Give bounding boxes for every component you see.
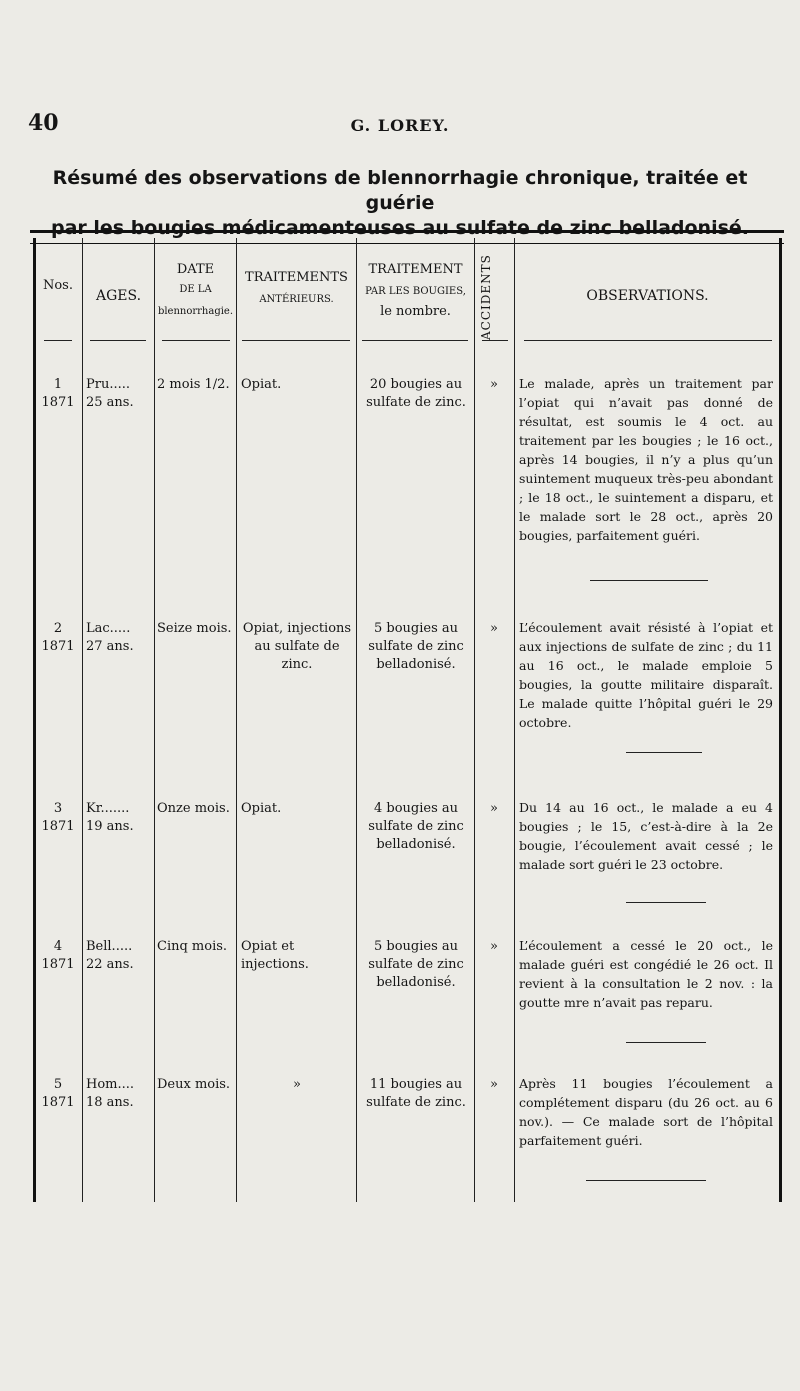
col-rule-bougies xyxy=(474,238,475,1202)
row-2-age: Lac..... 27 ans. xyxy=(86,621,134,654)
row-5-observations: Après 11 bougies l’écoulement a complétement disparu (du 26 oct. au 6 nov.). — Ce malade sort de l’hôpital parfaitement guéri. xyxy=(519,1076,773,1148)
row-2-accidents: » xyxy=(490,621,498,636)
row-4-observations: L’écoulement a cessé le 20 oct., le malade guéri est congédié le 26 oct. Il revient à la consultation le 2 nov. : la goutte mre n’avait pas reparu. xyxy=(519,938,773,1010)
row-4-separator xyxy=(626,1042,706,1043)
header-traitement-line2: PAR LES BOUGIES, xyxy=(365,286,466,297)
row-4-number: 4 1871 xyxy=(41,939,75,972)
row-5-age: Hom.... 18 ans. xyxy=(86,1077,135,1110)
observations-table xyxy=(30,230,784,1202)
header-traitements-line1: TRAITEMENTS xyxy=(245,270,348,285)
row-2-observations: L’écoulement avait résisté à l’opiat et aux injections de sulfate de zinc ; du 11 au 16 oct., le malade emploie 5 bougies, la goutte militaire disparaît. Le malade quitte l’hôpital guéri le 29 octobre. xyxy=(519,620,773,730)
row-1-bougies: 20 bougies au sulfate de zinc. xyxy=(366,377,466,410)
row-1-separator xyxy=(590,580,708,581)
header-rule-bougies xyxy=(362,340,468,341)
row-5-separator xyxy=(586,1180,706,1181)
title-line-2: par les bougies médicamenteuses au sulfate de zinc belladonisé. xyxy=(50,217,750,239)
header-nos: Nos. xyxy=(42,278,73,293)
header-rule-accidents xyxy=(482,340,508,341)
header-rule-date xyxy=(162,340,230,341)
col-rule-date xyxy=(236,238,237,1202)
header-accidents: ACCIDENTS xyxy=(479,254,493,340)
row-4-bougies: 5 bougies au sulfate de zinc belladonisé. xyxy=(368,939,464,990)
header-traitements-line2: ANTÉRIEURS. xyxy=(259,294,334,305)
row-1-observations: Le malade, après un traitement par l’opiat qui n’avait pas donné de résultat, est soumis le 4 oct. au traitement par les bougies ; le 16 oct., après 14 bougies, il n’y a plus qu’un suintement muqueux très-peu abondant ; le 18 oct., le suintement a disparu, et le malade sort le 28 oct., après 20 bougies, parfaitement guéri. xyxy=(519,376,773,543)
row-3-age: Kr....... 19 ans. xyxy=(86,801,134,834)
header-rule-nos xyxy=(44,340,72,341)
row-3-number: 3 1871 xyxy=(41,801,75,834)
row-2-traitements: Opiat, injections au sulfate de zinc. xyxy=(242,621,352,672)
header-traitements xyxy=(237,270,356,308)
row-2-bougies: 5 bougies au sulfate de zinc belladonisé. xyxy=(368,621,464,672)
row-3-bougies: 4 bougies au sulfate de zinc belladonisé. xyxy=(368,801,464,852)
row-3-accidents: » xyxy=(490,801,498,816)
col-rule-accidents xyxy=(514,238,515,1202)
row-3-traitements: Opiat. xyxy=(241,801,282,816)
header-date xyxy=(155,262,236,320)
header-traitement-line3: le nombre. xyxy=(380,304,451,319)
row-3-observations: Du 14 au 16 oct., le malade a eu 4 bougies ; le 15, c’est-à-dire à la 2e bougie, l’écoulement avait cessé ; le malade sort guéri le 23 octobre. xyxy=(519,800,773,872)
row-2-separator xyxy=(626,752,702,753)
row-4-traitements: Opiat et injections. xyxy=(241,939,309,972)
row-3-separator xyxy=(626,902,706,903)
row-5-traitements: » xyxy=(293,1077,301,1092)
header-date-line3: blennorrhagie. xyxy=(157,306,234,317)
row-4-accidents: » xyxy=(490,939,498,954)
row-5-date: Deux mois. xyxy=(157,1077,231,1092)
running-head: G. LOREY. xyxy=(350,116,450,135)
col-rule-ages xyxy=(154,238,155,1202)
header-rule-traitements xyxy=(242,340,350,341)
row-5-accidents: » xyxy=(490,1077,498,1092)
row-1-number: 1 1871 xyxy=(41,377,75,410)
row-1-accidents: » xyxy=(490,377,498,392)
row-5-number: 5 1871 xyxy=(41,1077,75,1110)
row-5-bougies: 11 bougies au sulfate de zinc. xyxy=(366,1077,466,1110)
col-rule-traitements xyxy=(356,238,357,1202)
row-4-age: Bell..... 22 ans. xyxy=(86,939,134,972)
row-3-date: Onze mois. xyxy=(157,801,230,816)
title-line-1: Résumé des observations de blennorrhagie chronique, traitée et guérie xyxy=(52,167,748,214)
header-traitement-line1: TRAITEMENT xyxy=(368,262,463,277)
header-traitement-bougies xyxy=(357,262,474,320)
row-4-date: Cinq mois. xyxy=(157,939,228,954)
row-1-traitements: Opiat. xyxy=(241,377,282,392)
row-1-date: 2 mois 1/2. xyxy=(157,377,230,392)
col-rule-nos xyxy=(82,238,83,1202)
table-top-rule xyxy=(30,230,784,244)
header-rule-observations xyxy=(524,340,772,341)
header-observations: OBSERVATIONS. xyxy=(586,288,709,304)
header-date-line1: DATE xyxy=(176,262,215,277)
table-right-border xyxy=(779,238,782,1202)
header-rule-ages xyxy=(90,340,146,341)
row-2-date: Seize mois. xyxy=(157,621,232,636)
page-number: 40 xyxy=(28,110,59,136)
header-date-line2: DE LA xyxy=(179,284,212,295)
header-ages: AGES. xyxy=(95,288,142,304)
row-1-age: Pru..... 25 ans. xyxy=(86,377,134,410)
row-2-number: 2 1871 xyxy=(41,621,75,654)
